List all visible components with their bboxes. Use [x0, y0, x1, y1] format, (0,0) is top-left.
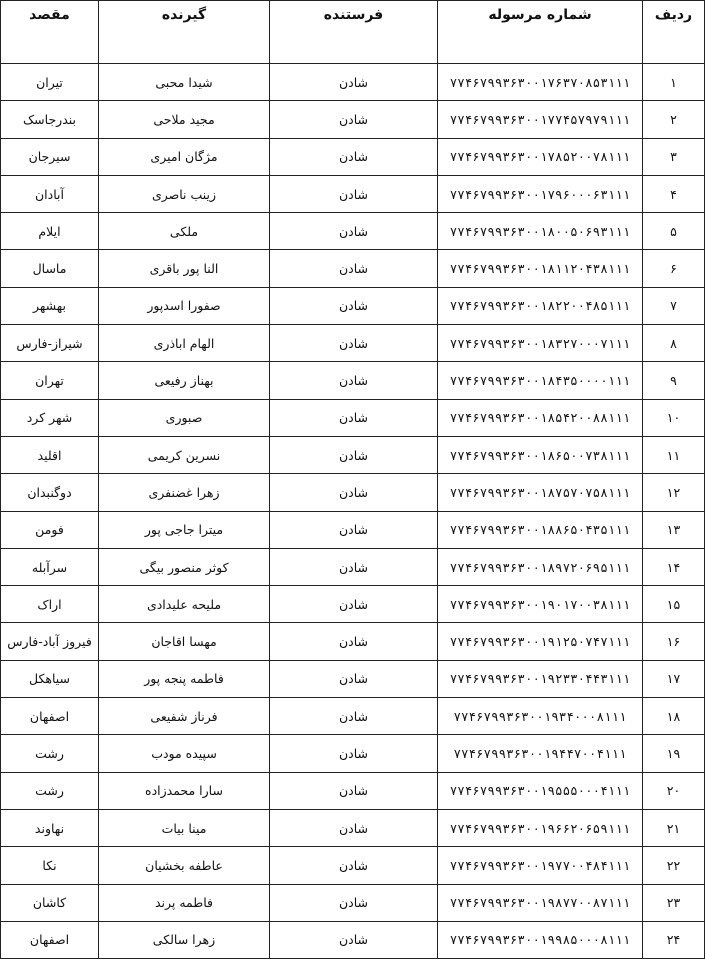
tracking-number-cell: ۷۷۴۶۷۹۹۳۶۳۰۰۱۹۶۶۲۰۶۵۹۱۱۱: [438, 809, 643, 846]
receiver-cell: عاطفه بخشیان: [99, 847, 270, 884]
table-row: [1, 660, 705, 697]
sender-cell: شادن: [270, 362, 438, 399]
row-number-cell: ۱۲: [643, 474, 705, 511]
destination-cell: سرآبله: [1, 548, 99, 585]
tracking-number-cell: ۷۷۴۶۷۹۹۳۶۳۰۰۱۸۲۲۰۰۴۸۵۱۱۱: [438, 287, 643, 324]
sender-cell: شادن: [270, 623, 438, 660]
table-row: [1, 399, 705, 436]
destination-cell: تیران: [1, 64, 99, 101]
header-receiver: گیرنده: [99, 1, 270, 64]
sender-cell: شادن: [270, 735, 438, 772]
row-number-cell: ۶: [643, 250, 705, 287]
sender-cell: شادن: [270, 772, 438, 809]
receiver-cell: فاطمه پرند: [99, 884, 270, 921]
sender-cell: شادن: [270, 138, 438, 175]
receiver-cell: میترا جاجی پور: [99, 511, 270, 548]
row-number-cell: ۱۶: [643, 623, 705, 660]
destination-cell: بهشهر: [1, 287, 99, 324]
table-row: [1, 474, 705, 511]
receiver-cell: فرناز شفیعی: [99, 698, 270, 735]
tracking-number-cell: ۷۷۴۶۷۹۹۳۶۳۰۰۱۹۱۲۵۰۷۴۷۱۱۱: [438, 623, 643, 660]
sender-cell: شادن: [270, 847, 438, 884]
table-row: [1, 735, 705, 772]
receiver-cell: ملیحه علیدادی: [99, 586, 270, 623]
table-row: [1, 436, 705, 473]
sender-cell: شادن: [270, 436, 438, 473]
receiver-cell: سپیده مودب: [99, 735, 270, 772]
receiver-cell: زهرا سالکی: [99, 921, 270, 958]
tracking-number-cell: ۷۷۴۶۷۹۹۳۶۳۰۰۱۹۹۸۵۰۰۰۸۱۱۱: [438, 921, 643, 958]
row-number-cell: ۳: [643, 138, 705, 175]
header-row: [1, 1, 705, 64]
tracking-number-cell: ۷۷۴۶۷۹۹۳۶۳۰۰۱۹۴۴۷۰۰۴۱۱۱: [438, 735, 643, 772]
destination-cell: ماسال: [1, 250, 99, 287]
table-row: [1, 921, 705, 958]
receiver-cell: مهسا اقاجان: [99, 623, 270, 660]
receiver-cell: سارا محمدزاده: [99, 772, 270, 809]
receiver-cell: النا پور باقری: [99, 250, 270, 287]
row-number-cell: ۱: [643, 64, 705, 101]
table-row: [1, 175, 705, 212]
row-number-cell: ۲۱: [643, 809, 705, 846]
header-sender: فرستنده: [270, 1, 438, 64]
row-number-cell: ۱۸: [643, 698, 705, 735]
tracking-number-cell: ۷۷۴۶۷۹۹۳۶۳۰۰۱۹۸۷۷۰۰۸۷۱۱۱: [438, 884, 643, 921]
row-number-cell: ۱۴: [643, 548, 705, 585]
sender-cell: شادن: [270, 548, 438, 585]
receiver-cell: زهرا غضنفری: [99, 474, 270, 511]
row-number-cell: ۲۴: [643, 921, 705, 958]
tracking-number-cell: ۷۷۴۶۷۹۹۳۶۳۰۰۱۸۴۳۵۰۰۰۰۱۱۱: [438, 362, 643, 399]
destination-cell: نهاوند: [1, 809, 99, 846]
sender-cell: شادن: [270, 64, 438, 101]
destination-cell: سیاهکل: [1, 660, 99, 697]
row-number-cell: ۵: [643, 213, 705, 250]
table-row: [1, 64, 705, 101]
sender-cell: شادن: [270, 101, 438, 138]
tracking-number-cell: ۷۷۴۶۷۹۹۳۶۳۰۰۱۸۳۲۷۰۰۰۷۱۱۱: [438, 325, 643, 362]
row-number-cell: ۱۱: [643, 436, 705, 473]
table-row: [1, 698, 705, 735]
sender-cell: شادن: [270, 921, 438, 958]
table-row: [1, 138, 705, 175]
receiver-cell: صبوری: [99, 399, 270, 436]
receiver-cell: ملکی: [99, 213, 270, 250]
table-row: [1, 511, 705, 548]
table-row: [1, 101, 705, 138]
table-row: [1, 884, 705, 921]
destination-cell: اقلید: [1, 436, 99, 473]
destination-cell: اصفهان: [1, 921, 99, 958]
receiver-cell: مژگان امیری: [99, 138, 270, 175]
receiver-cell: فاطمه پنجه پور: [99, 660, 270, 697]
sender-cell: شادن: [270, 250, 438, 287]
tracking-number-cell: ۷۷۴۶۷۹۹۳۶۳۰۰۱۸۰۰۵۰۶۹۳۱۱۱: [438, 213, 643, 250]
header-row-number: ردیف: [643, 1, 705, 64]
tracking-number-cell: ۷۷۴۶۷۹۹۳۶۳۰۰۱۷۸۵۲۰۰۷۸۱۱۱: [438, 138, 643, 175]
tracking-number-cell: ۷۷۴۶۷۹۹۳۶۳۰۰۱۸۷۵۷۰۷۵۸۱۱۱: [438, 474, 643, 511]
table-row: [1, 847, 705, 884]
destination-cell: اراک: [1, 586, 99, 623]
destination-cell: بندرجاسک: [1, 101, 99, 138]
receiver-cell: الهام اباذری: [99, 325, 270, 362]
table-header: [1, 1, 705, 64]
destination-cell: شیراز-فارس: [1, 325, 99, 362]
table-row: [1, 623, 705, 660]
tracking-number-cell: ۷۷۴۶۷۹۹۳۶۳۰۰۱۹۷۷۰۰۴۸۴۱۱۱: [438, 847, 643, 884]
destination-cell: شهر کرد: [1, 399, 99, 436]
tracking-number-cell: ۷۷۴۶۷۹۹۳۶۳۰۰۱۹۳۴۰۰۰۸۱۱۱: [438, 698, 643, 735]
table-row: [1, 362, 705, 399]
destination-cell: نکا: [1, 847, 99, 884]
destination-cell: فیروز آباد-فارس: [1, 623, 99, 660]
table-row: [1, 772, 705, 809]
row-number-cell: ۱۷: [643, 660, 705, 697]
row-number-cell: ۱۰: [643, 399, 705, 436]
row-number-cell: ۷: [643, 287, 705, 324]
row-number-cell: ۲: [643, 101, 705, 138]
header-destination: مقصد: [1, 1, 99, 64]
destination-cell: ایلام: [1, 213, 99, 250]
tracking-number-cell: ۷۷۴۶۷۹۹۳۶۳۰۰۱۷۹۶۰۰۰۶۳۱۱۱: [438, 175, 643, 212]
destination-cell: کاشان: [1, 884, 99, 921]
row-number-cell: ۱۹: [643, 735, 705, 772]
tracking-number-cell: ۷۷۴۶۷۹۹۳۶۳۰۰۱۸۹۷۲۰۶۹۵۱۱۱: [438, 548, 643, 585]
table-row: [1, 809, 705, 846]
sender-cell: شادن: [270, 325, 438, 362]
table-row: [1, 250, 705, 287]
tracking-number-cell: ۷۷۴۶۷۹۹۳۶۳۰۰۱۷۶۳۷۰۸۵۳۱۱۱: [438, 64, 643, 101]
table-row: [1, 287, 705, 324]
sender-cell: شادن: [270, 474, 438, 511]
row-number-cell: ۱۳: [643, 511, 705, 548]
sender-cell: شادن: [270, 698, 438, 735]
tracking-number-cell: ۷۷۴۶۷۹۹۳۶۳۰۰۱۷۷۴۵۷۹۷۹۱۱۱: [438, 101, 643, 138]
destination-cell: رشت: [1, 735, 99, 772]
destination-cell: فومن: [1, 511, 99, 548]
row-number-cell: ۴: [643, 175, 705, 212]
table-row: [1, 586, 705, 623]
tracking-number-cell: ۷۷۴۶۷۹۹۳۶۳۰۰۱۹۰۱۷۰۰۳۸۱۱۱: [438, 586, 643, 623]
table-body: [1, 64, 705, 959]
receiver-cell: کوثر منصور بیگی: [99, 548, 270, 585]
tracking-number-cell: ۷۷۴۶۷۹۹۳۶۳۰۰۱۸۱۱۲۰۴۳۸۱۱۱: [438, 250, 643, 287]
destination-cell: سیرجان: [1, 138, 99, 175]
row-number-cell: ۱۵: [643, 586, 705, 623]
receiver-cell: مینا بیات: [99, 809, 270, 846]
destination-cell: دوگنبدان: [1, 474, 99, 511]
table-row: [1, 325, 705, 362]
tracking-number-cell: ۷۷۴۶۷۹۹۳۶۳۰۰۱۹۲۳۳۰۴۴۳۱۱۱: [438, 660, 643, 697]
tracking-number-cell: ۷۷۴۶۷۹۹۳۶۳۰۰۱۹۵۵۵۰۰۰۴۱۱۱: [438, 772, 643, 809]
sender-cell: شادن: [270, 660, 438, 697]
sender-cell: شادن: [270, 884, 438, 921]
row-number-cell: ۲۰: [643, 772, 705, 809]
tracking-number-cell: ۷۷۴۶۷۹۹۳۶۳۰۰۱۸۶۵۰۰۷۳۸۱۱۱: [438, 436, 643, 473]
destination-cell: رشت: [1, 772, 99, 809]
sender-cell: شادن: [270, 511, 438, 548]
sender-cell: شادن: [270, 175, 438, 212]
sender-cell: شادن: [270, 213, 438, 250]
receiver-cell: شیدا محبی: [99, 64, 270, 101]
sender-cell: شادن: [270, 809, 438, 846]
tracking-number-cell: ۷۷۴۶۷۹۹۳۶۳۰۰۱۸۸۶۵۰۴۳۵۱۱۱: [438, 511, 643, 548]
row-number-cell: ۲۲: [643, 847, 705, 884]
row-number-cell: ۲۳: [643, 884, 705, 921]
receiver-cell: نسرین کریمی: [99, 436, 270, 473]
tracking-number-cell: ۷۷۴۶۷۹۹۳۶۳۰۰۱۸۵۴۲۰۰۸۸۱۱۱: [438, 399, 643, 436]
row-number-cell: ۹: [643, 362, 705, 399]
destination-cell: تهران: [1, 362, 99, 399]
receiver-cell: مجید ملاحی: [99, 101, 270, 138]
receiver-cell: صفورا اسدپور: [99, 287, 270, 324]
destination-cell: آبادان: [1, 175, 99, 212]
sender-cell: شادن: [270, 287, 438, 324]
sender-cell: شادن: [270, 586, 438, 623]
row-number-cell: ۸: [643, 325, 705, 362]
table-row: [1, 213, 705, 250]
receiver-cell: بهناز رفیعی: [99, 362, 270, 399]
receiver-cell: زینب ناصری: [99, 175, 270, 212]
table-row: [1, 548, 705, 585]
destination-cell: اصفهان: [1, 698, 99, 735]
header-tracking-number: شماره مرسوله: [438, 1, 643, 64]
sender-cell: شادن: [270, 399, 438, 436]
